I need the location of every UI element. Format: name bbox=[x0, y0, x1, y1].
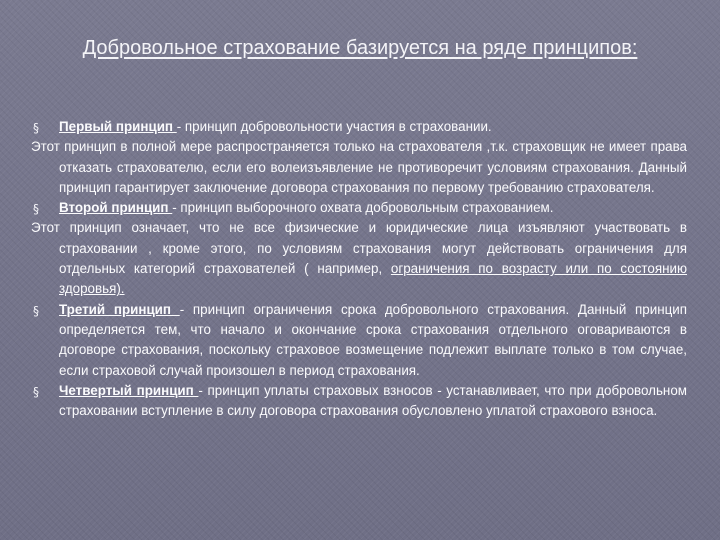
slide-body bbox=[31, 117, 687, 421]
principle-2 bbox=[31, 198, 687, 218]
principle-2-explanation-underlined: ограничения по возрасту или по состоянию здоровья). bbox=[59, 261, 687, 297]
section-sign-icon: § bbox=[33, 121, 39, 135]
principle-1-heading: Первый принцип bbox=[59, 119, 177, 134]
principle-3 bbox=[31, 300, 687, 381]
section-sign-icon: § bbox=[33, 384, 39, 399]
principle-1 bbox=[31, 117, 687, 137]
principle-4-heading: Четвертый принцип bbox=[59, 382, 199, 398]
section-sign-icon: § bbox=[33, 202, 39, 217]
principle-3-heading: Третий принцип bbox=[59, 301, 180, 317]
principle-2-explanation-text: Этот принцип означает, что не все физические и юридические лица изъявляют участвовать в страховании , кроме этого, по условиям страхования могут действовать ограничения для отдельных категорий страхователей ( например, bbox=[31, 220, 687, 277]
principle-1-text: - принцип добровольности участия в страховании. bbox=[176, 119, 492, 134]
slide-title: Добровольное страхование базируется на ряде принципов: bbox=[82, 37, 638, 59]
principle-2-text: - принцип выборочного охвата добровольным страхованием. bbox=[172, 200, 554, 216]
principle-1-explanation: Этот принцип в полной мере распространяется только на страхователя ,т.к. страховщик не имеет права отказать страхователю, если его волеизъявление не противоречит условиям страхования. Данный принцип гарантирует заключение договора страхования по первому требованию страхователя. bbox=[31, 139, 687, 195]
principle-2-heading: Второй принцип bbox=[59, 200, 173, 216]
section-sign-icon: § bbox=[33, 303, 39, 318]
principle-4-text: - принцип уплаты страховых взносов - устанавливает, что при добровольном страховании вступление в силу договора страхования обусловлено уплатой страхового взноса. bbox=[59, 382, 687, 419]
principle-4 bbox=[31, 381, 687, 422]
principle-3-text: - принцип ограничения срока добровольного страхования. Данный принцип определяется тем, что начало и окончание срока страхования отдельного оговариваются в договоре страхования, поскольку страховое возмещение подлежит выплате только в том случае, если страховой случай произошел в период страхования. bbox=[59, 301, 687, 378]
principle-2-explanation bbox=[31, 218, 687, 299]
